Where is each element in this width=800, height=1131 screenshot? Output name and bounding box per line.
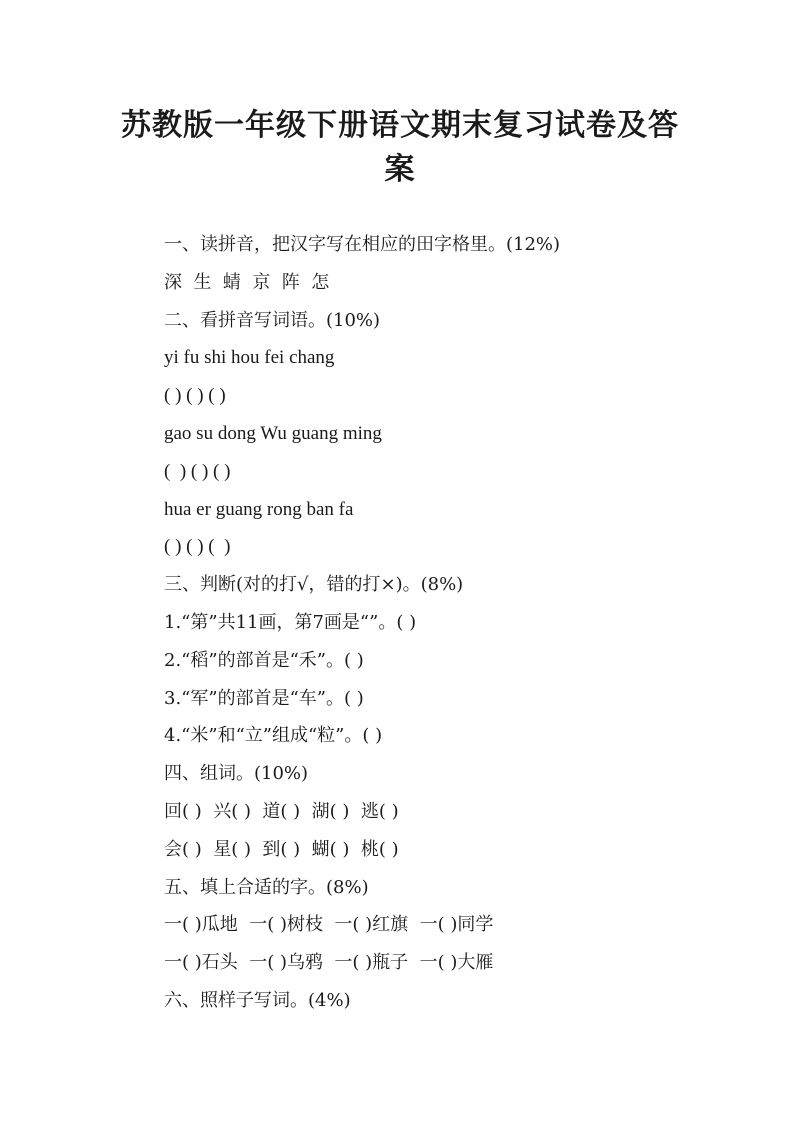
- pinyin-row-3: hua er guang rong ban fa: [164, 498, 354, 520]
- fill-in-row-1: 一( )瓜地 一( )树枝 一( )红旗 一( )同学: [164, 914, 494, 936]
- pinyin-row-2: gao su dong Wu guang ming: [164, 422, 382, 444]
- answer-blanks-row-3: ( ) ( ) ( ): [164, 536, 231, 558]
- section-5-heading: 五、填上合适的字。(8%): [164, 876, 369, 898]
- document-title-line-1: 苏教版一年级下册语文期末复习试卷及答: [121, 108, 679, 143]
- section-3-heading: 三、判断(对的打√，错的打×)。(8%): [164, 574, 464, 596]
- answer-blanks-row-1: ( ) ( ) ( ): [164, 385, 226, 407]
- document-title-line-2: 案: [384, 152, 416, 187]
- pinyin-row-1: yi fu shi hou fei chang: [164, 347, 335, 369]
- judgement-item-1: 1.“第”共11画，第7画是“”。( ): [164, 611, 417, 633]
- section-2-heading: 二、看拼音写词语。(10%): [164, 309, 381, 331]
- section-4-heading: 四、组词。(10%): [164, 763, 309, 785]
- judgement-item-3: 3.“军”的部首是“车”。( ): [164, 687, 364, 709]
- judgement-item-2: 2.“稻”的部首是“禾”。( ): [164, 649, 364, 671]
- section-1-heading: 一、读拼音，把汉字写在相应的田字格里。(12%): [164, 234, 561, 255]
- section-6-heading: 六、照样子写词。(4%): [164, 989, 351, 1011]
- judgement-item-4: 4.“米”和“立”组成“粒”。( ): [164, 725, 383, 747]
- fill-in-row-2: 一( )石头 一( )乌鸦 一( )瓶子 一( )大雁: [164, 952, 494, 974]
- word-group-row-1: 回( ) 兴( ) 道( ) 湖( ) 逃( ): [164, 800, 399, 822]
- section-1-characters: 深 生 蜻 京 阵 怎: [164, 271, 330, 293]
- word-group-row-2: 会( ) 星( ) 到( ) 蝴( ) 桃( ): [164, 838, 399, 860]
- exam-body: [164, 226, 724, 1020]
- answer-blanks-row-2: ( ) ( ) ( ): [164, 460, 231, 482]
